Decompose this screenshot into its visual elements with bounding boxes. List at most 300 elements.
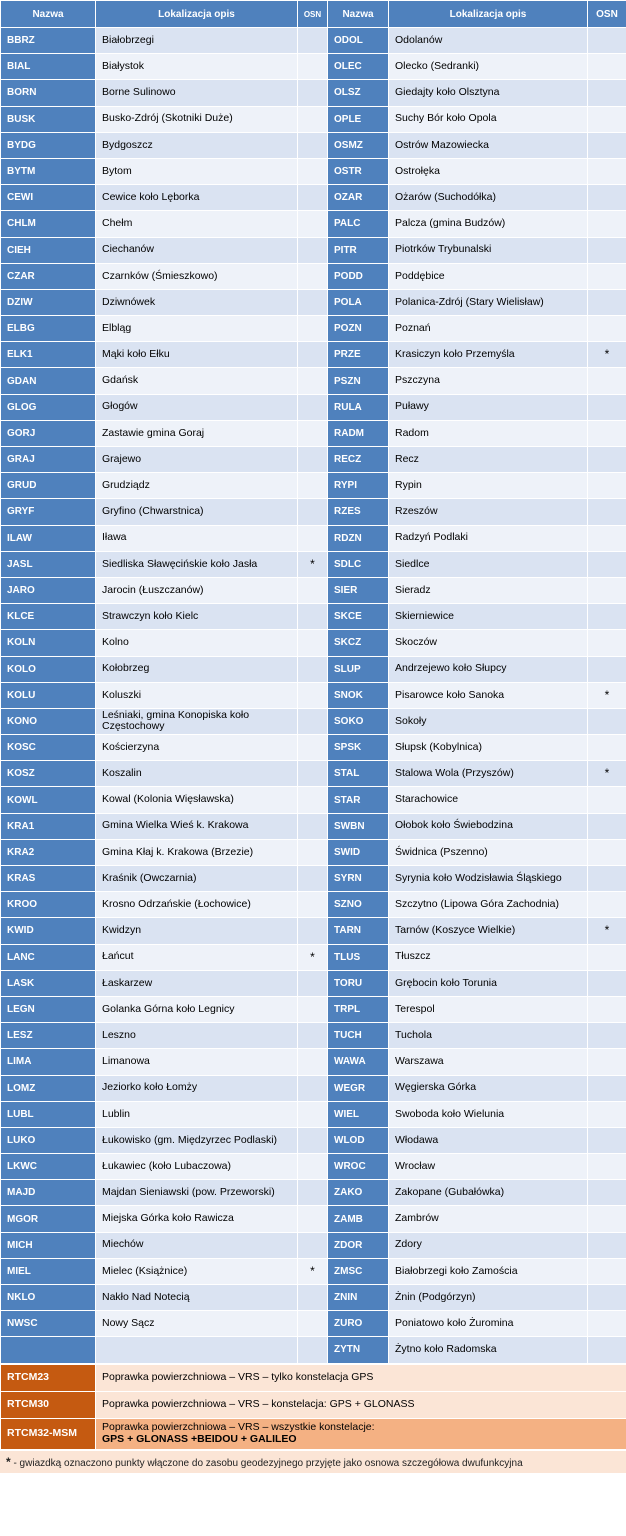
osn-marker bbox=[588, 394, 626, 420]
station-code bbox=[1, 1337, 96, 1363]
table-row bbox=[1, 787, 626, 813]
table-row bbox=[1, 1337, 626, 1363]
table-row bbox=[1, 735, 626, 761]
osn-marker bbox=[588, 813, 626, 839]
station-code: SWBN bbox=[328, 813, 389, 839]
station-location: Ciechanów bbox=[96, 237, 298, 263]
table-row bbox=[1, 813, 626, 839]
station-code: KONO bbox=[1, 708, 96, 734]
table-row bbox=[1, 1285, 626, 1311]
table-row bbox=[1, 892, 626, 918]
station-location: Łukawiec (koło Lubaczowa) bbox=[96, 1154, 298, 1180]
rtcm-description-line: Poprawka powierzchniowa – VRS – wszystkie konstelacje: bbox=[102, 1421, 375, 1434]
table-row bbox=[1, 237, 626, 263]
osn-marker bbox=[588, 1075, 626, 1101]
table-row bbox=[1, 525, 626, 551]
station-rows bbox=[1, 28, 626, 1364]
station-location: Borne Sulinowo bbox=[96, 80, 298, 106]
station-code: KRA1 bbox=[1, 813, 96, 839]
osn-marker bbox=[588, 1311, 626, 1337]
station-location: Sokoły bbox=[389, 708, 588, 734]
station-location: Wrocław bbox=[389, 1154, 588, 1180]
station-location: Szczytno (Lipowa Góra Zachodnia) bbox=[389, 892, 588, 918]
station-location: Czarnków (Śmieszkowo) bbox=[96, 263, 298, 289]
station-code: LOMZ bbox=[1, 1075, 96, 1101]
station-code: MICH bbox=[1, 1232, 96, 1258]
station-location: Jeziorko koło Łomży bbox=[96, 1075, 298, 1101]
osn-marker bbox=[588, 368, 626, 394]
station-location: Poddębice bbox=[389, 263, 588, 289]
osn-marker bbox=[588, 996, 626, 1022]
osn-marker bbox=[298, 394, 328, 420]
station-location: Leszno bbox=[96, 1023, 298, 1049]
osn-marker bbox=[298, 447, 328, 473]
station-code: BORN bbox=[1, 80, 96, 106]
osn-marker bbox=[588, 525, 626, 551]
station-location: Kościerzyna bbox=[96, 735, 298, 761]
station-location: Tarnów (Koszyce Wielkie) bbox=[389, 918, 588, 944]
station-code: PALC bbox=[328, 211, 389, 237]
station-code: ZDOR bbox=[328, 1232, 389, 1258]
station-location: Skoczów bbox=[389, 630, 588, 656]
osn-marker bbox=[588, 1337, 626, 1363]
station-code: WIEL bbox=[328, 1101, 389, 1127]
station-code: ZMSC bbox=[328, 1258, 389, 1284]
station-location: Kraśnik (Owczarnia) bbox=[96, 866, 298, 892]
station-location: Cewice koło Lęborka bbox=[96, 185, 298, 211]
station-location: Pisarowce koło Sanoka bbox=[389, 682, 588, 708]
rtcm-code: RTCM23 bbox=[1, 1364, 96, 1391]
table-row bbox=[1, 970, 626, 996]
table-row bbox=[1, 1258, 626, 1284]
station-location: Węgierska Górka bbox=[389, 1075, 588, 1101]
station-code: SZNO bbox=[328, 892, 389, 918]
osn-marker bbox=[298, 106, 328, 132]
station-code: RZES bbox=[328, 499, 389, 525]
station-location: Poznań bbox=[389, 316, 588, 342]
station-location: Miejska Górka koło Rawicza bbox=[96, 1206, 298, 1232]
station-code: ZYTN bbox=[328, 1337, 389, 1363]
station-code: KRAS bbox=[1, 866, 96, 892]
station-code: KLCE bbox=[1, 604, 96, 630]
table-row bbox=[1, 1154, 626, 1180]
header-osn-right: OSN bbox=[588, 1, 626, 28]
station-location: Mąki koło Ełku bbox=[96, 342, 298, 368]
station-location: Recz bbox=[389, 447, 588, 473]
osn-marker bbox=[588, 551, 626, 577]
station-code: CEWI bbox=[1, 185, 96, 211]
station-code: LIMA bbox=[1, 1049, 96, 1075]
station-location: Zastawie gmina Goraj bbox=[96, 420, 298, 446]
osn-marker bbox=[588, 787, 626, 813]
station-location: Łaskarzew bbox=[96, 970, 298, 996]
rtcm-description bbox=[96, 1418, 626, 1449]
station-location: Elbląg bbox=[96, 316, 298, 342]
station-code: BBRZ bbox=[1, 28, 96, 54]
station-location: Słupsk (Kobylnica) bbox=[389, 735, 588, 761]
osn-marker bbox=[588, 237, 626, 263]
station-location: Bytom bbox=[96, 158, 298, 184]
station-location: Białobrzegi bbox=[96, 28, 298, 54]
osn-marker bbox=[588, 577, 626, 603]
osn-marker bbox=[588, 289, 626, 315]
station-location: Kowal (Kolonia Więsławska) bbox=[96, 787, 298, 813]
station-location: Tłuszcz bbox=[389, 944, 588, 970]
station-location: Suchy Bór koło Opola bbox=[389, 106, 588, 132]
osn-marker bbox=[588, 1206, 626, 1232]
osn-marker: * bbox=[588, 682, 626, 708]
station-code: SPSK bbox=[328, 735, 389, 761]
station-location: Siedlce bbox=[389, 551, 588, 577]
station-code: LUBL bbox=[1, 1101, 96, 1127]
osn-marker bbox=[298, 918, 328, 944]
table-row bbox=[1, 289, 626, 315]
osn-marker bbox=[588, 1127, 626, 1153]
table-row bbox=[1, 577, 626, 603]
station-location: Iława bbox=[96, 525, 298, 551]
osn-marker bbox=[298, 1075, 328, 1101]
osn-marker bbox=[298, 630, 328, 656]
station-code: SLUP bbox=[328, 656, 389, 682]
station-location: Siedliska Sławęcińskie koło Jasła bbox=[96, 551, 298, 577]
station-code: CHLM bbox=[1, 211, 96, 237]
table-row bbox=[1, 106, 626, 132]
station-code: NWSC bbox=[1, 1311, 96, 1337]
station-code: MIEL bbox=[1, 1258, 96, 1284]
station-code: GLOG bbox=[1, 394, 96, 420]
header-opis-right: Lokalizacja opis bbox=[389, 1, 588, 28]
osn-marker bbox=[588, 28, 626, 54]
table-row bbox=[1, 866, 626, 892]
station-location: Syrynia koło Wodzisławia Śląskiego bbox=[389, 866, 588, 892]
table-row bbox=[1, 1206, 626, 1232]
osn-marker bbox=[588, 1232, 626, 1258]
station-location: Zambrów bbox=[389, 1206, 588, 1232]
osn-marker bbox=[298, 577, 328, 603]
station-code: BYTM bbox=[1, 158, 96, 184]
table-row bbox=[1, 656, 626, 682]
osn-marker bbox=[298, 316, 328, 342]
table-row bbox=[1, 473, 626, 499]
osn-marker bbox=[298, 1049, 328, 1075]
station-location: Kolno bbox=[96, 630, 298, 656]
station-location: Golanka Górna koło Legnicy bbox=[96, 996, 298, 1022]
station-code: OLSZ bbox=[328, 80, 389, 106]
station-code: BYDG bbox=[1, 132, 96, 158]
table-row bbox=[1, 708, 626, 734]
station-location: Rzeszów bbox=[389, 499, 588, 525]
station-code: WROC bbox=[328, 1154, 389, 1180]
station-code: LEGN bbox=[1, 996, 96, 1022]
station-code: STAL bbox=[328, 761, 389, 787]
osn-marker bbox=[588, 1258, 626, 1284]
table-row bbox=[1, 604, 626, 630]
station-location: Mielec (Książnice) bbox=[96, 1258, 298, 1284]
station-location: Zakopane (Gubałówka) bbox=[389, 1180, 588, 1206]
table-row bbox=[1, 1311, 626, 1337]
table-row bbox=[1, 1049, 626, 1075]
table-row bbox=[1, 551, 626, 577]
station-code: RADM bbox=[328, 420, 389, 446]
station-code: PSZN bbox=[328, 368, 389, 394]
station-code: KOSZ bbox=[1, 761, 96, 787]
rtcm-description: Poprawka powierzchniowa – VRS – konstelacja: GPS + GLONASS bbox=[96, 1391, 626, 1418]
osn-marker bbox=[588, 708, 626, 734]
station-code: KOWL bbox=[1, 787, 96, 813]
osn-marker bbox=[298, 1311, 328, 1337]
station-location: Kwidzyn bbox=[96, 918, 298, 944]
station-location: Olecko (Sedranki) bbox=[389, 54, 588, 80]
station-location: Żnin (Podgórzyn) bbox=[389, 1285, 588, 1311]
osn-marker bbox=[298, 1127, 328, 1153]
osn-marker bbox=[588, 211, 626, 237]
station-code: GRAJ bbox=[1, 447, 96, 473]
table-row bbox=[1, 630, 626, 656]
station-code: ZAMB bbox=[328, 1206, 389, 1232]
osn-marker bbox=[298, 787, 328, 813]
osn-marker bbox=[298, 342, 328, 368]
table-row bbox=[1, 185, 626, 211]
osn-marker bbox=[588, 735, 626, 761]
station-code: SKCZ bbox=[328, 630, 389, 656]
station-code: LKWC bbox=[1, 1154, 96, 1180]
table-row bbox=[1, 1023, 626, 1049]
table-row bbox=[1, 996, 626, 1022]
osn-marker bbox=[588, 604, 626, 630]
osn-marker: * bbox=[298, 1258, 328, 1284]
osn-marker bbox=[298, 54, 328, 80]
station-code: TRPL bbox=[328, 996, 389, 1022]
station-code: ILAW bbox=[1, 525, 96, 551]
station-code: SWID bbox=[328, 839, 389, 865]
osn-marker bbox=[298, 368, 328, 394]
station-location: Stalowa Wola (Przyszów) bbox=[389, 761, 588, 787]
station-location: Poniatowo koło Żuromina bbox=[389, 1311, 588, 1337]
table-row bbox=[1, 1232, 626, 1258]
station-location: Chełm bbox=[96, 211, 298, 237]
station-location: Radzyń Podlaki bbox=[389, 525, 588, 551]
osn-marker bbox=[298, 473, 328, 499]
station-location: Leśniaki, gmina Konopiska koło Częstochowy bbox=[96, 708, 298, 734]
station-code: SDLC bbox=[328, 551, 389, 577]
station-code: SOKO bbox=[328, 708, 389, 734]
osn-marker bbox=[298, 263, 328, 289]
station-location: Limanowa bbox=[96, 1049, 298, 1075]
station-code: KROO bbox=[1, 892, 96, 918]
osn-marker bbox=[298, 1337, 328, 1363]
station-code: TORU bbox=[328, 970, 389, 996]
footnote bbox=[0, 1450, 626, 1473]
station-location: Grudziądz bbox=[96, 473, 298, 499]
station-location: Zdory bbox=[389, 1232, 588, 1258]
rtcm-row bbox=[1, 1418, 626, 1449]
osn-marker bbox=[588, 263, 626, 289]
station-code: RDZN bbox=[328, 525, 389, 551]
station-code: SKCE bbox=[328, 604, 389, 630]
station-location: Radom bbox=[389, 420, 588, 446]
osn-marker bbox=[298, 1285, 328, 1311]
station-location: Gmina Kłaj k. Krakowa (Brzezie) bbox=[96, 839, 298, 865]
station-code: GRUD bbox=[1, 473, 96, 499]
table-row bbox=[1, 28, 626, 54]
osn-marker bbox=[588, 656, 626, 682]
station-location: Nowy Sącz bbox=[96, 1311, 298, 1337]
station-location: Andrzejewo koło Słupcy bbox=[389, 656, 588, 682]
station-code: MAJD bbox=[1, 1180, 96, 1206]
osn-marker bbox=[588, 447, 626, 473]
station-code: OSTR bbox=[328, 158, 389, 184]
osn-marker bbox=[298, 1154, 328, 1180]
osn-marker: * bbox=[588, 918, 626, 944]
station-location: Gdańsk bbox=[96, 368, 298, 394]
station-location: Odolanów bbox=[389, 28, 588, 54]
osn-marker bbox=[588, 892, 626, 918]
osn-marker bbox=[588, 420, 626, 446]
station-location: Ołobok koło Świebodzina bbox=[389, 813, 588, 839]
station-location: Terespol bbox=[389, 996, 588, 1022]
station-location: Jarocin (Łuszczanów) bbox=[96, 577, 298, 603]
station-code: ELK1 bbox=[1, 342, 96, 368]
station-location: Grajewo bbox=[96, 447, 298, 473]
station-code: LANC bbox=[1, 944, 96, 970]
table-row bbox=[1, 80, 626, 106]
table-row bbox=[1, 211, 626, 237]
station-location: Majdan Sieniawski (pow. Przeworski) bbox=[96, 1180, 298, 1206]
station-code: NKLO bbox=[1, 1285, 96, 1311]
station-location: Miechów bbox=[96, 1232, 298, 1258]
rtcm-description: Poprawka powierzchniowa – VRS – tylko konstelacja GPS bbox=[96, 1364, 626, 1391]
station-code: OZAR bbox=[328, 185, 389, 211]
osn-marker bbox=[298, 1101, 328, 1127]
station-code: OSMZ bbox=[328, 132, 389, 158]
station-code: TARN bbox=[328, 918, 389, 944]
rtcm-row bbox=[1, 1391, 626, 1418]
station-location: Gryfino (Chwarstnica) bbox=[96, 499, 298, 525]
station-code: WEGR bbox=[328, 1075, 389, 1101]
osn-marker bbox=[588, 1101, 626, 1127]
station-location: Ostrów Mazowiecka bbox=[389, 132, 588, 158]
station-location: Warszawa bbox=[389, 1049, 588, 1075]
station-code: DZIW bbox=[1, 289, 96, 315]
table-row bbox=[1, 394, 626, 420]
station-location: Krosno Odrzańskie (Łochowice) bbox=[96, 892, 298, 918]
station-code: ZAKO bbox=[328, 1180, 389, 1206]
header-opis-left: Lokalizacja opis bbox=[96, 1, 298, 28]
osn-marker bbox=[298, 185, 328, 211]
station-location: Świdnica (Pszenno) bbox=[389, 839, 588, 865]
footnote-text: - gwiazdką oznaczono punkty włączone do zasobu geodezyjnego przyjęte jako osnowa szczegółowa dwufunkcyjna bbox=[10, 1457, 523, 1469]
station-location: Swoboda koło Wielunia bbox=[389, 1101, 588, 1127]
osn-marker bbox=[588, 158, 626, 184]
station-location: Dziwnówek bbox=[96, 289, 298, 315]
station-location: Nakło Nad Notecią bbox=[96, 1285, 298, 1311]
station-location: Łańcut bbox=[96, 944, 298, 970]
station-code: WLOD bbox=[328, 1127, 389, 1153]
osn-marker bbox=[298, 1180, 328, 1206]
station-location: Polanica-Zdrój (Stary Wielisław) bbox=[389, 289, 588, 315]
osn-marker bbox=[298, 839, 328, 865]
osn-marker: * bbox=[588, 761, 626, 787]
station-code: GORJ bbox=[1, 420, 96, 446]
station-code: PODD bbox=[328, 263, 389, 289]
station-code: ODOL bbox=[328, 28, 389, 54]
station-code: KOLN bbox=[1, 630, 96, 656]
rtcm-code: RTCM32-MSM bbox=[1, 1418, 96, 1449]
station-location: Puławy bbox=[389, 394, 588, 420]
table-row bbox=[1, 132, 626, 158]
osn-marker bbox=[588, 1023, 626, 1049]
station-code: JARO bbox=[1, 577, 96, 603]
osn-marker bbox=[298, 1023, 328, 1049]
footnote-star: * bbox=[6, 1454, 11, 1469]
osn-marker bbox=[298, 237, 328, 263]
table-row bbox=[1, 1180, 626, 1206]
station-location: Strawczyn koło Kielc bbox=[96, 604, 298, 630]
osn-marker bbox=[588, 106, 626, 132]
station-code: RYPI bbox=[328, 473, 389, 499]
station-code: POLA bbox=[328, 289, 389, 315]
osn-marker bbox=[588, 473, 626, 499]
header-nazwa-right: Nazwa bbox=[328, 1, 389, 28]
table-row bbox=[1, 944, 626, 970]
station-location: Palcza (gmina Budzów) bbox=[389, 211, 588, 237]
station-code: JASL bbox=[1, 551, 96, 577]
station-location: Gmina Wielka Wieś k. Krakowa bbox=[96, 813, 298, 839]
station-code: LESZ bbox=[1, 1023, 96, 1049]
station-location: Ożarów (Suchodółka) bbox=[389, 185, 588, 211]
station-code: RECZ bbox=[328, 447, 389, 473]
station-location: Łukowisko (gm. Międzyrzec Podlaski) bbox=[96, 1127, 298, 1153]
station-location: Bydgoszcz bbox=[96, 132, 298, 158]
rtcm-constellations: GPS + GLONASS +BEIDOU + GALILEO bbox=[102, 1432, 297, 1445]
station-location: Lublin bbox=[96, 1101, 298, 1127]
station-code: GRYF bbox=[1, 499, 96, 525]
station-location: Rypin bbox=[389, 473, 588, 499]
station-code: LASK bbox=[1, 970, 96, 996]
rtcm-code: RTCM30 bbox=[1, 1391, 96, 1418]
station-code: ZNIN bbox=[328, 1285, 389, 1311]
osn-marker bbox=[298, 132, 328, 158]
table-row bbox=[1, 1101, 626, 1127]
osn-marker: * bbox=[588, 342, 626, 368]
osn-marker bbox=[588, 970, 626, 996]
osn-marker: * bbox=[298, 551, 328, 577]
osn-marker bbox=[298, 892, 328, 918]
osn-marker bbox=[298, 656, 328, 682]
station-code: TUCH bbox=[328, 1023, 389, 1049]
header-nazwa-left: Nazwa bbox=[1, 1, 96, 28]
osn-marker bbox=[298, 80, 328, 106]
station-code: POZN bbox=[328, 316, 389, 342]
table-row bbox=[1, 499, 626, 525]
osn-marker bbox=[588, 1049, 626, 1075]
osn-marker bbox=[588, 80, 626, 106]
station-code: WAWA bbox=[328, 1049, 389, 1075]
osn-marker bbox=[298, 289, 328, 315]
table-row bbox=[1, 368, 626, 394]
station-code: KOLU bbox=[1, 682, 96, 708]
station-location: Ostrołęka bbox=[389, 158, 588, 184]
station-location bbox=[96, 1337, 298, 1363]
station-location: Kołobrzeg bbox=[96, 656, 298, 682]
station-location: Włodawa bbox=[389, 1127, 588, 1153]
station-code: MGOR bbox=[1, 1206, 96, 1232]
osn-marker bbox=[588, 1180, 626, 1206]
table-row bbox=[1, 1075, 626, 1101]
osn-marker bbox=[298, 1206, 328, 1232]
table-row bbox=[1, 158, 626, 184]
station-location: Pszczyna bbox=[389, 368, 588, 394]
